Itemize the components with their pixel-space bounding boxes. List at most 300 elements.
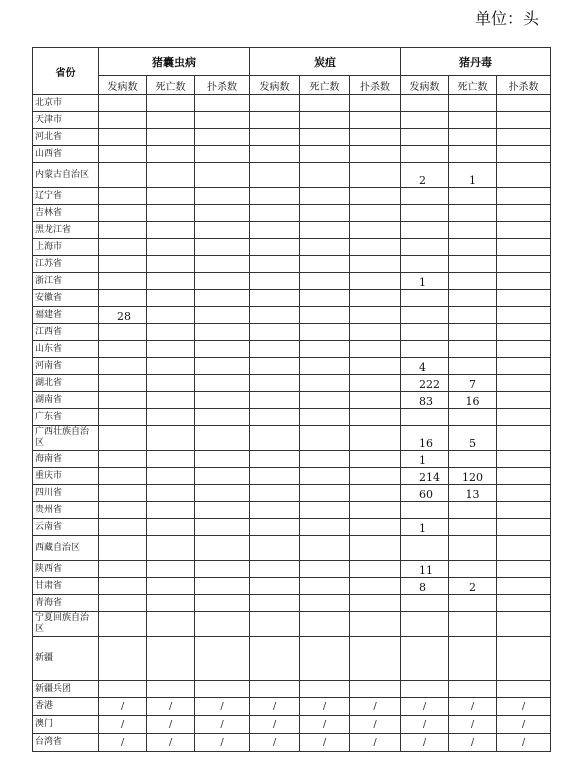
value-cell <box>99 519 147 536</box>
value-cell <box>300 146 350 163</box>
value-cell <box>147 188 195 205</box>
value-cell: 60 <box>401 485 449 502</box>
value-cell <box>99 95 147 112</box>
value-cell <box>300 637 350 681</box>
value-cell: 1 <box>401 273 449 290</box>
value-cell <box>350 502 401 519</box>
province-cell: 陕西省 <box>33 561 99 578</box>
value-cell <box>195 129 250 146</box>
value-cell <box>449 129 497 146</box>
province-header: 省份 <box>33 48 99 95</box>
value-cell <box>147 205 195 222</box>
value-cell <box>497 358 551 375</box>
value-cell <box>350 256 401 273</box>
value-cell <box>99 595 147 612</box>
value-cell <box>401 239 449 256</box>
value-cell <box>300 239 350 256</box>
value-cell <box>195 561 250 578</box>
value-cell <box>401 341 449 358</box>
value-cell <box>497 341 551 358</box>
value-cell: / <box>250 716 300 734</box>
value-cell: 2 <box>401 163 449 188</box>
value-cell: / <box>195 716 250 734</box>
value-cell: 4 <box>401 358 449 375</box>
value-cell <box>497 290 551 307</box>
value-cell: / <box>300 734 350 752</box>
value-cell <box>449 519 497 536</box>
value-cell <box>350 578 401 595</box>
value-cell <box>195 307 250 324</box>
value-cell: / <box>300 716 350 734</box>
province-cell: 新疆兵团 <box>33 681 99 698</box>
value-cell <box>147 451 195 468</box>
value-cell <box>99 205 147 222</box>
value-cell <box>350 536 401 561</box>
value-cell <box>195 163 250 188</box>
value-cell <box>350 341 401 358</box>
value-cell <box>401 409 449 426</box>
value-cell <box>497 612 551 637</box>
value-cell <box>401 637 449 681</box>
value-cell: 16 <box>401 426 449 451</box>
value-cell <box>250 561 300 578</box>
value-cell <box>401 307 449 324</box>
value-cell <box>195 290 250 307</box>
value-cell <box>449 595 497 612</box>
value-cell <box>195 502 250 519</box>
value-cell: / <box>195 734 250 752</box>
value-cell <box>401 612 449 637</box>
sub-header-culled: 扑杀数 <box>350 76 401 95</box>
value-cell <box>300 519 350 536</box>
province-cell: 湖南省 <box>33 392 99 409</box>
province-cell: 江苏省 <box>33 256 99 273</box>
value-cell <box>195 426 250 451</box>
value-cell: / <box>147 716 195 734</box>
value-cell <box>300 273 350 290</box>
value-cell <box>195 222 250 239</box>
value-cell: / <box>99 698 147 716</box>
value-cell: / <box>401 734 449 752</box>
province-cell: 天津市 <box>33 112 99 129</box>
value-cell <box>147 612 195 637</box>
value-cell <box>300 612 350 637</box>
value-cell <box>497 519 551 536</box>
value-cell <box>350 595 401 612</box>
value-cell: / <box>99 734 147 752</box>
value-cell <box>401 205 449 222</box>
table-row <box>33 734 551 752</box>
value-cell <box>449 112 497 129</box>
value-cell <box>401 188 449 205</box>
value-cell <box>300 426 350 451</box>
table-row <box>33 451 551 468</box>
value-cell <box>300 681 350 698</box>
value-cell <box>350 239 401 256</box>
value-cell <box>300 409 350 426</box>
value-cell <box>195 205 250 222</box>
value-cell <box>401 222 449 239</box>
value-cell <box>350 451 401 468</box>
value-cell <box>300 578 350 595</box>
value-cell <box>497 112 551 129</box>
value-cell <box>147 468 195 485</box>
value-cell <box>300 358 350 375</box>
value-cell <box>250 163 300 188</box>
value-cell <box>147 222 195 239</box>
value-cell <box>195 519 250 536</box>
province-cell: 浙江省 <box>33 273 99 290</box>
table-row <box>33 307 551 324</box>
value-cell <box>300 307 350 324</box>
value-cell <box>195 188 250 205</box>
value-cell <box>401 681 449 698</box>
value-cell <box>99 375 147 392</box>
table-row <box>33 129 551 146</box>
value-cell <box>300 205 350 222</box>
province-cell: 黑龙江省 <box>33 222 99 239</box>
value-cell <box>300 112 350 129</box>
value-cell <box>350 409 401 426</box>
value-cell <box>401 290 449 307</box>
value-cell <box>99 163 147 188</box>
value-cell <box>449 502 497 519</box>
sub-header-deaths: 死亡数 <box>449 76 497 95</box>
value-cell <box>497 256 551 273</box>
value-cell <box>195 595 250 612</box>
value-cell <box>99 578 147 595</box>
value-cell <box>250 519 300 536</box>
table-row <box>33 222 551 239</box>
value-cell: / <box>401 716 449 734</box>
province-cell: 吉林省 <box>33 205 99 222</box>
value-cell: 222 <box>401 375 449 392</box>
value-cell <box>250 307 300 324</box>
value-cell <box>99 561 147 578</box>
value-cell <box>401 256 449 273</box>
value-cell <box>497 307 551 324</box>
value-cell <box>147 341 195 358</box>
value-cell <box>250 188 300 205</box>
value-cell <box>195 341 250 358</box>
value-cell: 1 <box>449 163 497 188</box>
province-cell: 辽宁省 <box>33 188 99 205</box>
value-cell <box>195 468 250 485</box>
value-cell <box>350 637 401 681</box>
value-cell <box>449 307 497 324</box>
value-cell <box>449 188 497 205</box>
table-row <box>33 536 551 561</box>
table-row <box>33 561 551 578</box>
value-cell <box>147 95 195 112</box>
value-cell <box>497 375 551 392</box>
value-cell: 1 <box>401 451 449 468</box>
value-cell <box>99 256 147 273</box>
value-cell <box>147 485 195 502</box>
value-cell: 28 <box>99 307 147 324</box>
value-cell <box>147 392 195 409</box>
value-cell: 214 <box>401 468 449 485</box>
value-cell <box>147 146 195 163</box>
value-cell <box>147 375 195 392</box>
value-cell <box>300 129 350 146</box>
value-cell: / <box>250 698 300 716</box>
value-cell: / <box>449 716 497 734</box>
table-row <box>33 637 551 681</box>
province-cell: 甘肃省 <box>33 578 99 595</box>
value-cell <box>300 561 350 578</box>
value-cell <box>497 188 551 205</box>
value-cell <box>250 468 300 485</box>
value-cell: 16 <box>449 392 497 409</box>
group-header-anthrax: 炭疽 <box>250 48 401 76</box>
value-cell <box>147 112 195 129</box>
province-cell: 福建省 <box>33 307 99 324</box>
table-row <box>33 205 551 222</box>
unit-label: 单位：头 <box>474 9 539 28</box>
value-cell <box>449 341 497 358</box>
value-cell <box>195 375 250 392</box>
value-cell: / <box>497 734 551 752</box>
table-row <box>33 188 551 205</box>
value-cell <box>497 146 551 163</box>
value-cell: 13 <box>449 485 497 502</box>
value-cell <box>250 392 300 409</box>
value-cell <box>449 561 497 578</box>
value-cell <box>195 95 250 112</box>
value-cell <box>300 392 350 409</box>
value-cell <box>497 578 551 595</box>
value-cell <box>99 637 147 681</box>
province-cell: 北京市 <box>33 95 99 112</box>
value-cell <box>99 239 147 256</box>
value-cell <box>350 188 401 205</box>
value-cell <box>449 409 497 426</box>
table-row <box>33 163 551 188</box>
value-cell <box>195 451 250 468</box>
value-cell <box>300 256 350 273</box>
value-cell <box>497 426 551 451</box>
table-row <box>33 426 551 451</box>
province-cell: 云南省 <box>33 519 99 536</box>
table-row <box>33 578 551 595</box>
value-cell <box>250 409 300 426</box>
sub-header-cases: 发病数 <box>99 76 147 95</box>
value-cell <box>99 681 147 698</box>
value-cell <box>195 273 250 290</box>
value-cell <box>449 95 497 112</box>
value-cell <box>497 595 551 612</box>
table-row <box>33 256 551 273</box>
table-row <box>33 146 551 163</box>
value-cell: / <box>147 734 195 752</box>
disease-table <box>32 47 551 752</box>
value-cell <box>147 536 195 561</box>
value-cell <box>350 358 401 375</box>
table-row <box>33 409 551 426</box>
value-cell <box>195 612 250 637</box>
province-cell: 四川省 <box>33 485 99 502</box>
value-cell <box>497 637 551 681</box>
value-cell <box>401 95 449 112</box>
table-row <box>33 612 551 637</box>
value-cell <box>250 451 300 468</box>
value-cell <box>350 561 401 578</box>
value-cell <box>250 129 300 146</box>
value-cell <box>401 595 449 612</box>
province-cell: 安徽省 <box>33 290 99 307</box>
value-cell <box>497 205 551 222</box>
value-cell <box>147 358 195 375</box>
value-cell <box>449 290 497 307</box>
value-cell <box>300 468 350 485</box>
value-cell <box>350 681 401 698</box>
value-cell <box>350 375 401 392</box>
value-cell <box>300 595 350 612</box>
value-cell <box>497 273 551 290</box>
value-cell <box>99 426 147 451</box>
value-cell <box>300 375 350 392</box>
value-cell <box>300 222 350 239</box>
value-cell <box>350 146 401 163</box>
value-cell <box>250 146 300 163</box>
province-cell: 内蒙古自治区 <box>33 163 99 188</box>
value-cell <box>401 129 449 146</box>
value-cell <box>350 468 401 485</box>
province-cell: 西藏自治区 <box>33 536 99 561</box>
value-cell <box>147 324 195 341</box>
sub-header-deaths: 死亡数 <box>300 76 350 95</box>
province-cell: 台湾省 <box>33 734 99 752</box>
sub-header-row <box>33 76 551 95</box>
value-cell <box>449 637 497 681</box>
value-cell: / <box>497 716 551 734</box>
value-cell <box>449 239 497 256</box>
table-row <box>33 341 551 358</box>
value-cell <box>147 426 195 451</box>
value-cell <box>147 578 195 595</box>
value-cell <box>147 256 195 273</box>
value-cell <box>250 502 300 519</box>
value-cell <box>195 536 250 561</box>
value-cell <box>449 536 497 561</box>
value-cell <box>300 451 350 468</box>
value-cell: / <box>195 698 250 716</box>
value-cell: 8 <box>401 578 449 595</box>
value-cell <box>250 485 300 502</box>
value-cell <box>195 409 250 426</box>
table-row <box>33 698 551 716</box>
value-cell <box>147 163 195 188</box>
value-cell <box>250 222 300 239</box>
value-cell <box>147 502 195 519</box>
table-row <box>33 112 551 129</box>
value-cell <box>401 536 449 561</box>
sub-header-cases: 发病数 <box>401 76 449 95</box>
value-cell <box>300 163 350 188</box>
value-cell <box>300 536 350 561</box>
value-cell <box>350 163 401 188</box>
value-cell <box>99 324 147 341</box>
value-cell <box>300 95 350 112</box>
value-cell <box>250 205 300 222</box>
value-cell <box>147 681 195 698</box>
province-cell: 宁夏回族自治区 <box>33 612 99 637</box>
province-cell: 青海省 <box>33 595 99 612</box>
value-cell <box>350 273 401 290</box>
value-cell <box>497 239 551 256</box>
value-cell <box>147 595 195 612</box>
value-cell <box>497 502 551 519</box>
value-cell <box>250 595 300 612</box>
value-cell: 5 <box>449 426 497 451</box>
value-cell <box>147 519 195 536</box>
table-row <box>33 681 551 698</box>
value-cell <box>250 95 300 112</box>
value-cell <box>250 578 300 595</box>
table-row <box>33 290 551 307</box>
value-cell: / <box>497 698 551 716</box>
value-cell: / <box>449 734 497 752</box>
table-row <box>33 273 551 290</box>
value-cell <box>195 485 250 502</box>
value-cell <box>250 341 300 358</box>
sub-header-culled: 扑杀数 <box>195 76 250 95</box>
value-cell <box>250 681 300 698</box>
value-cell <box>147 307 195 324</box>
value-cell <box>250 324 300 341</box>
value-cell <box>147 273 195 290</box>
value-cell <box>195 578 250 595</box>
value-cell: 7 <box>449 375 497 392</box>
group-header-cysticercosis: 猪囊虫病 <box>99 48 250 76</box>
value-cell <box>300 188 350 205</box>
value-cell: 1 <box>401 519 449 536</box>
value-cell <box>350 290 401 307</box>
value-cell <box>195 681 250 698</box>
value-cell <box>497 468 551 485</box>
table-row <box>33 392 551 409</box>
value-cell <box>250 273 300 290</box>
value-cell <box>250 612 300 637</box>
value-cell <box>195 256 250 273</box>
value-cell <box>147 561 195 578</box>
value-cell <box>350 112 401 129</box>
value-cell <box>350 324 401 341</box>
value-cell <box>99 358 147 375</box>
province-cell: 河南省 <box>33 358 99 375</box>
value-cell <box>99 129 147 146</box>
value-cell <box>497 451 551 468</box>
value-cell: 11 <box>401 561 449 578</box>
value-cell <box>300 485 350 502</box>
value-cell <box>250 426 300 451</box>
value-cell <box>147 637 195 681</box>
province-cell: 湖北省 <box>33 375 99 392</box>
value-cell <box>497 163 551 188</box>
value-cell <box>350 612 401 637</box>
value-cell <box>449 324 497 341</box>
value-cell <box>401 112 449 129</box>
table-row <box>33 239 551 256</box>
value-cell: 2 <box>449 578 497 595</box>
value-cell <box>250 358 300 375</box>
table-row <box>33 468 551 485</box>
province-cell: 海南省 <box>33 451 99 468</box>
value-cell <box>250 536 300 561</box>
value-cell <box>350 426 401 451</box>
table-row <box>33 502 551 519</box>
